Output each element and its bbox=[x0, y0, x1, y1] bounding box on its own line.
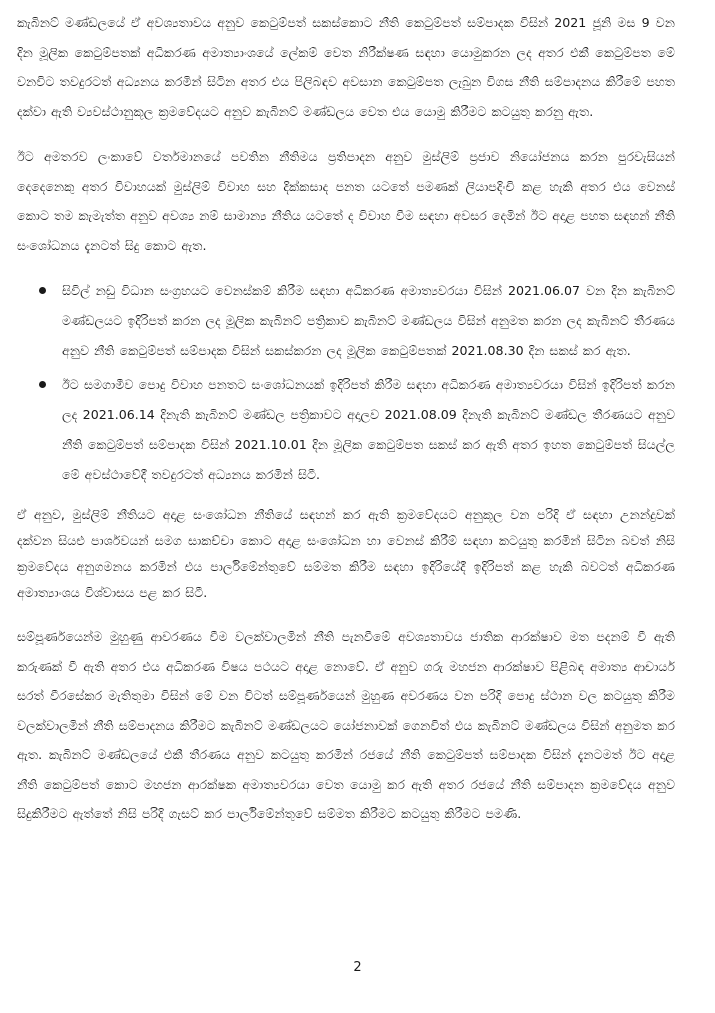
amendment-list bbox=[17, 276, 675, 490]
bullet-icon bbox=[39, 287, 46, 294]
list-item bbox=[17, 370, 675, 490]
bullet-icon bbox=[39, 381, 46, 388]
list-item-text: සිවිල් නඩු විධාන සංග්‍රහයට වෙනස්කම් කිරීම සඳහා අධිකරණ අමාත්‍යවරයා විසින් 2021.06.07 වන දින කැබිනට් මණ්ඩලයට ඉදිරිපත් කරන ලද මූලික කැබිනට් පත්‍රිකාව කැබිනට් මණ්ඩලය විසින් අනුමත කරන ලද කැබිනට් තීරණය අනුව නීති කෙටුම්පත් සම්පාදක විසින් සකස්කරන ලද මූලික කෙටුම්පතක් 2021.08.30 දින සකස් කර ඇත. bbox=[62, 283, 675, 358]
list-item bbox=[17, 276, 675, 366]
paragraph-ministry-confidence: ඒ අනුව, මුස්ලිම් නීතියට අදාළ සංශෝධන නීතියේ සඳහන් කර ඇති ක්‍රමවේදයට අනුකූල වන පරිදි ඒ සඳහා උනන්දුවක් දක්වන සියළු පාර්ශවයන් සමග සාකච්චා කොට අදාළ සංශෝධන හා වෙනස් කිරීම් සඳහා කටයුතු කරමින් සිටින බවත් නිසි ක්‍රමවේදය අනුගමනය කරමින් එය පාර්ලිමේන්තුවේ සම්මත කිරීම සඳහා ඉදිරියේදී ඉදිරිපත් කළ හැකි බවටත් අධිකරණ අමාත්‍යාංශය විශ්වාසය පළ කර සිටී. bbox=[17, 507, 675, 600]
paragraph-marriage-law: ඊට අමතරව ලංකාවේ වර්තමානයේ පවතින නීතිමය ප්‍රතිපාදන අනුව මුස්ලිම් ප්‍රජාව නියෝජනය කරන පුරවැසියන් දෙදෙනෙකු අතර විවාහයක් මුස්ලිම් විවාහ සහ දික්කසාද පනත යටතේ පමණක් ලියාපදිංචි කළ හැකි අතර එය වෙනස් කොට තම කැමැත්ත අනුව අවශ්‍ය නම් සාමාන්‍ය නීතිය යටතේ ද විවාහ වීම සඳහා අවසර දෙමින් ඊට අදාළ පහත සඳහන් නීති සංශෝධනය දැනටත් සිදු කොට ඇත. bbox=[17, 149, 675, 253]
list-item-text: ඊට සමගාමීව පොදු විවාහ පනතට සංශෝධනයක් ඉදිරිපත් කිරීම සඳහා අධිකරණ අමාත්‍යවරයා විසින් ඉදිරිපත් කරන ලද 2021.06.14 දිනැති කැබිනට් මණ්ඩල පත්‍රිකාවට අදාලව 2021.08.09 දිනැති කැබිනට් මණ්ඩල තීරණයට අනුව නීති කෙටුම්පත් සම්පාදක විසින් 2021.10.01 දින මූලික කෙටුම්පත සකස් කර ඇති අතර ඉහත කෙටුම්පත් සියල්ල මේ අවස්ථාවේදී තවදුරටත් අධ්‍යනය කරමින් සිටී. bbox=[62, 377, 675, 482]
paragraph-face-covering: සම්පූර්ණයෙන්ම මුහුණු ආවරණය වීම වලක්වාලමින් නීති පැනවීමේ අවශ්‍යතාවය ජාතික ආරක්ෂාව මත පදනම් වී ඇති කරුණක් වී ඇති අතර එය අධිකරණ විෂය පථයට අදාළ නොවේ. ඒ අනුව ගරු මහජන ආරක්ෂාව පිළිබඳ අමාත්‍ය ආචාර්ය සරත් වීරසේකර මැතිතුමා විසින් මේ වන විටත් සම්පූර්ණයෙන් මුහුණ අවරණය වන පරිදි පොදු ස්ථාන වල කටයුතු කිරීම වලක්වාලමින් නීති සම්පාදනය කිරීමට කැබිනට් මණ්ඩලයට යෝජනාවක් ගෙනවිත් එය කැබිනට් මණ්ඩලය විසින් අනුමත කර ඇත. කැබිනට් මණ්ඩලයේ එකී තීරණය අනුව කටයුතු කරමින් රජයේ නීති කෙටුම්පත් සම්පාදක විසින් දැනටමත් ඊට අදාළ නීති කෙටුම්පත් කොට මහජන ආරක්ෂක අමාත්‍යවරයා වෙත යොමු කර ඇති අතර රජයේ නීති සම්පාදන ක්‍රමවේදය අනුව සිදුකිරීමට ඇත්තේ නිසි පරිදි ගැසට් කර පාර්ලිමේන්තුවේ සම්මත කිරීමට කටයුතු කිරීමට පමණි. bbox=[17, 629, 675, 821]
page-number: 2 bbox=[353, 960, 362, 975]
paragraph-drafting-status: කැබිනට් මණ්ඩලයේ ඒ අවශ්‍යතාවය අනුව කෙටුම්පත් සකස්කොට නීති කෙටුම්පත් සම්පාදක විසින් 2021 ජූනි මස 9 වන දින මූලික කෙටුම්පතක් අධිකරණ අමාත්‍යාංශයේ ලේකම් වෙත නිරීක්ෂණ සඳහා යොමුකරන ලද අතර එකී කෙටුම්පත මේ වනවිට තවදුරටත් අධ්‍යනය කරමින් සිටින අතර එය පිලිබඳව අවසාන කෙටුම්පත ලැබුන විගස නීති සම්පාදනය කිරීමේ පහත දක්වා ඇති ව්‍යවස්ථානුකූල ක්‍රමවේදයට අනුව කැබිනට් මණ්ඩලය වෙත එය යොමු කිරීමට කටයුතු කරනු ඇත. bbox=[17, 15, 675, 119]
